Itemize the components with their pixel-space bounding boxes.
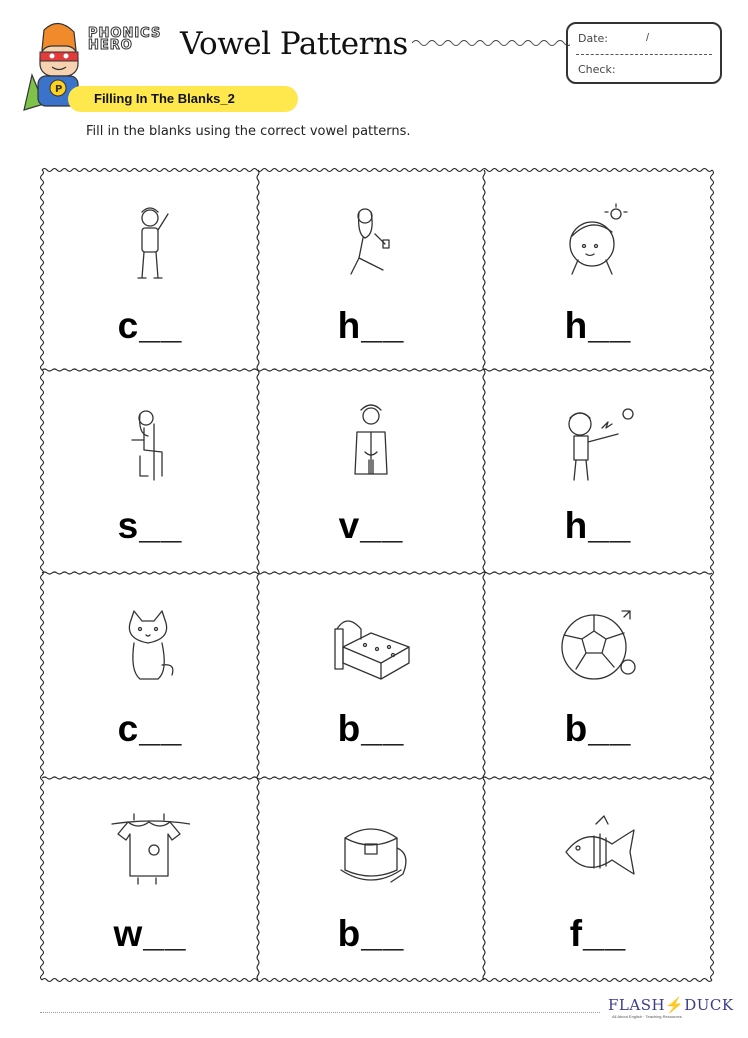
flashduck-logo-part1: FLASH bbox=[608, 996, 666, 1014]
logo-line-1: PHONICS bbox=[88, 26, 162, 41]
card-word-blank[interactable]: w__ bbox=[113, 913, 187, 954]
card-word-blank[interactable]: v__ bbox=[338, 505, 404, 546]
worksheet-title: Vowel Patterns bbox=[180, 26, 408, 62]
hanging-shirt-icon bbox=[110, 808, 190, 898]
cat-icon bbox=[110, 603, 190, 693]
logo-line-2: HERO bbox=[88, 38, 133, 53]
subtitle-label: Filling In The Blanks_2 bbox=[94, 91, 235, 106]
waving-person-icon bbox=[110, 200, 190, 290]
card-word-blank[interactable]: b__ bbox=[337, 913, 405, 954]
card-word-blank[interactable]: s__ bbox=[117, 505, 183, 546]
svg-text:P: P bbox=[55, 84, 63, 95]
flashduck-tagline: All About English · Teaching Resources bbox=[612, 1014, 682, 1019]
bed-icon bbox=[331, 603, 411, 693]
man-with-coat-icon bbox=[331, 400, 411, 490]
card-word-blank[interactable]: h__ bbox=[337, 305, 405, 346]
sitting-girl-icon bbox=[110, 400, 190, 490]
card-word-blank[interactable]: h__ bbox=[564, 305, 632, 346]
check-label: Check: bbox=[578, 63, 616, 76]
card-word-blank[interactable]: b__ bbox=[564, 708, 632, 749]
flashduck-logo bbox=[608, 996, 734, 1014]
date-label: Date: bbox=[578, 32, 608, 45]
card-word-blank[interactable]: c__ bbox=[117, 708, 183, 749]
flashduck-logo-part2: DUCK bbox=[684, 996, 734, 1014]
card-word-blank[interactable]: f__ bbox=[569, 913, 627, 954]
date-separator: / bbox=[646, 32, 650, 44]
fish-icon bbox=[558, 808, 638, 898]
card-word-blank[interactable]: h__ bbox=[564, 505, 632, 546]
head-idea-icon bbox=[558, 200, 638, 290]
soccer-ball-icon bbox=[558, 603, 638, 693]
boy-bat-ball-icon bbox=[558, 400, 638, 490]
instructions-text: Fill in the blanks using the correct vowel patterns. bbox=[86, 124, 411, 139]
lightning-icon: ⚡ bbox=[665, 996, 685, 1014]
card-word-blank[interactable]: b__ bbox=[337, 708, 405, 749]
card-word-blank[interactable]: c__ bbox=[117, 305, 183, 346]
bag-icon bbox=[331, 808, 411, 898]
walking-girl-icon bbox=[331, 200, 411, 290]
footer-divider bbox=[40, 1012, 600, 1013]
